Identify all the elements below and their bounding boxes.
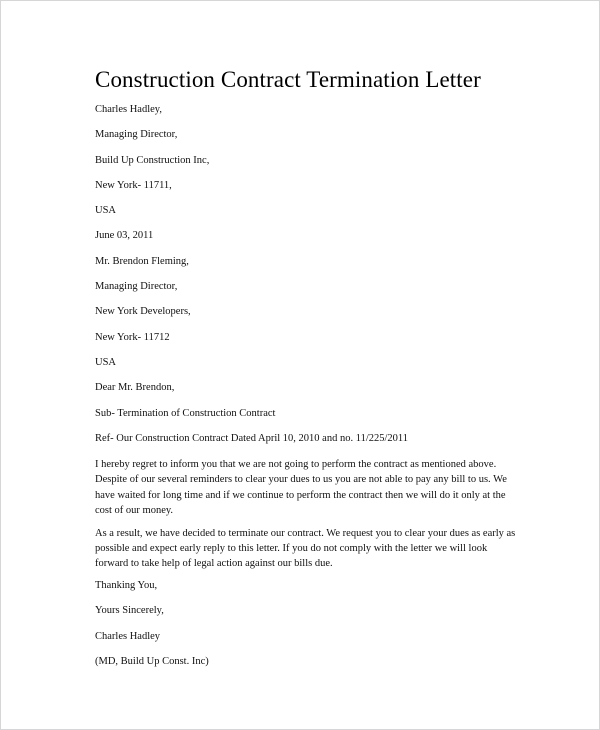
sender-country: USA — [95, 205, 117, 217]
recipient-company: New York Developers, — [95, 306, 191, 318]
letter-title: Construction Contract Termination Letter — [95, 67, 481, 92]
letter-date: June 03, 2011 — [95, 230, 154, 242]
closing-line: Yours Sincerely, — [95, 605, 164, 617]
thanks-line: Thanking You, — [95, 580, 158, 592]
reference-line: Ref- Our Construction Contract Dated April 10, 2010 and no. 11/225/2011 — [95, 432, 409, 444]
recipient-name: Mr. Brendon Fleming, — [95, 255, 189, 267]
letter-content — [95, 65, 519, 680]
sender-company: Build Up Construction Inc, — [95, 154, 210, 166]
body-paragraph: I hereby regret to inform you that we are not going to perform the contract as mentioned above. Despite of our several reminders to clear your dues to us you are not able to pay any bill to us. We have waited for long time and if we continue to perform the contract then we will do it only at the cost of our money. — [95, 459, 507, 516]
sender-city: New York- 11711, — [95, 179, 172, 191]
recipient-city: New York- 11712 — [95, 331, 170, 343]
signature-title: (MD, Build Up Const. Inc) — [95, 656, 209, 668]
salutation: Dear Mr. Brendon, — [95, 382, 175, 394]
subject-line: Sub- Termination of Construction Contract — [95, 407, 276, 419]
sender-name: Charles Hadley, — [95, 104, 162, 115]
sender-position: Managing Director, — [95, 129, 178, 141]
signature-name: Charles Hadley — [95, 630, 161, 642]
body-paragraph: As a result, we have decided to terminate our contract. We request you to clear your dues as early as possible and expect early reply to this letter. If you do not comply with the letter we will look forward to take help of legal action against our bills due. — [95, 527, 516, 570]
recipient-country: USA — [95, 356, 117, 368]
recipient-position: Managing Director, — [95, 281, 178, 293]
